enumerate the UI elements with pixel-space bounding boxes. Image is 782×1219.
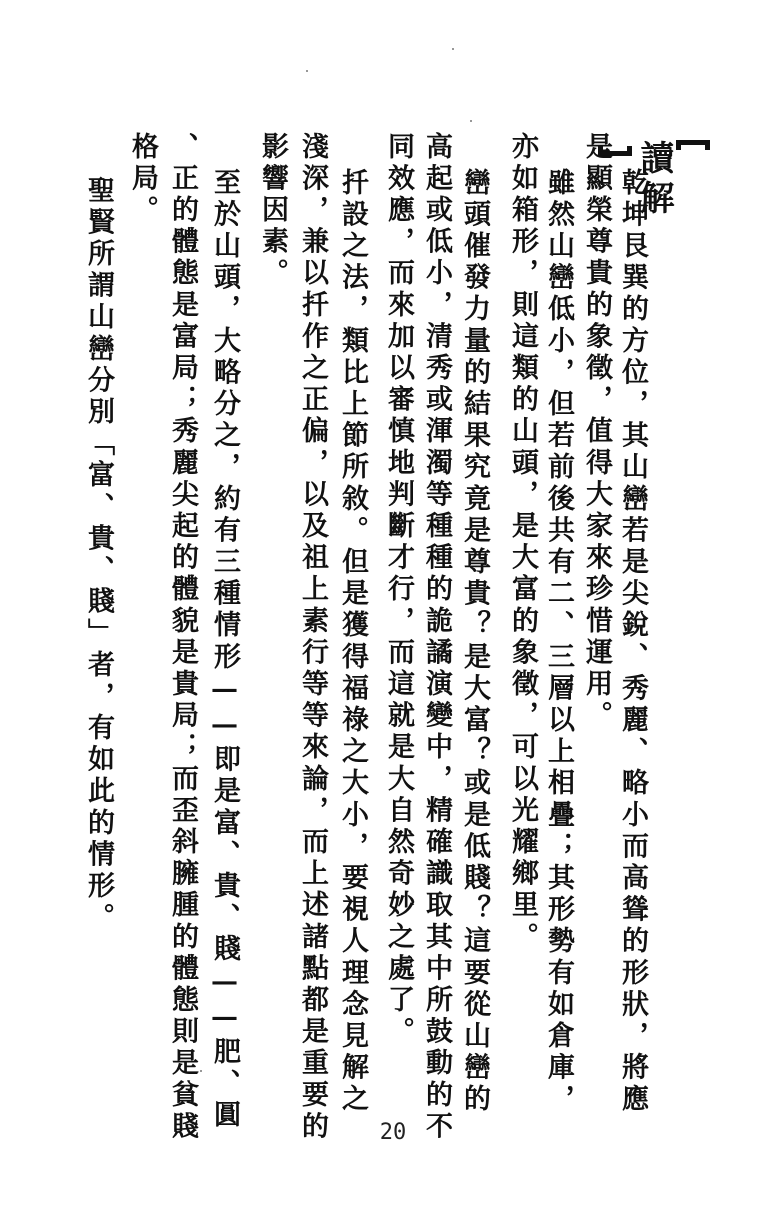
text-column-13: 格局。: [127, 132, 158, 227]
text-column-9: 淺深，兼以扦作之正偏，以及祖上素行等等來論，而上述諸點都是重要的: [297, 132, 328, 1144]
text-column-5: 巒頭催發力量的結果究竟是尊貴？是大富？或是低賤？這要從山巒的: [459, 168, 490, 1116]
scan-speck: [306, 70, 308, 72]
scan-speck: [200, 1070, 202, 1072]
text-column-3: 雖然山巒低小，但若前後共有二、三層以上相疊；其形勢有如倉庫，: [543, 168, 574, 1116]
scan-speck: [470, 120, 472, 122]
text-column-11: 至於山頭，大略分之，約有三種情形——即是富、貴、賤——肥、圓: [209, 168, 240, 1132]
section-heading-text: 讀解: [634, 140, 674, 220]
section-heading: [634, 140, 710, 220]
text-column-8: 扦設之法，類比上節所敘。但是獲得福祿之大小，要視人理念見解之: [337, 168, 368, 1116]
page-number: 20: [379, 1120, 407, 1145]
text-column-4: 亦如箱形，則這類的山頭，是大富的象徵，可以光耀鄉里。: [507, 132, 538, 954]
text-column-10: 影響因素。: [257, 132, 288, 290]
text-column-6: 高起或低小，清秀或渾濁等種種的詭譎演變中，精確識取其中所鼓動的不: [421, 132, 452, 1144]
text-column-12: 、正的體態是富局；秀麗尖起的體貌是貴局；而歪斜臃腫的體態則是貧賤: [167, 132, 198, 1144]
text-column-2: 是顯榮尊貴的象徵，值得大家來珍惜運用。: [581, 132, 612, 733]
text-column-14: 聖賢所謂山巒分別「富、貴、賤」者，有如此的情形。: [83, 176, 114, 935]
text-column-7: 同效應，而來加以審慎地判斷才行，而這就是大自然奇妙之處了。: [383, 132, 414, 1049]
text-column-1: 乾坤艮巽的方位，其山巒若是尖銳、秀麗、略小而高聳的形狀，將應: [617, 168, 648, 1116]
scan-speck: [452, 48, 454, 50]
heading-bracket-top: [676, 140, 710, 150]
